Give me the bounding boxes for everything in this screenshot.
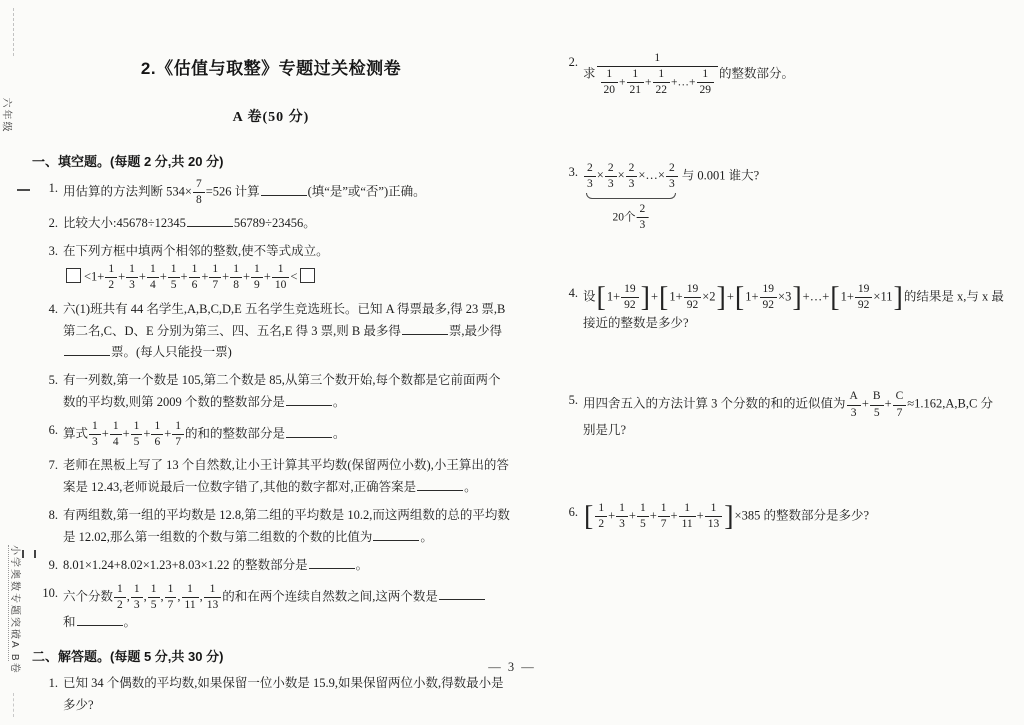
answer-blank [77,612,123,626]
problem-number: 3. [48,244,58,259]
underbrace-content: $\frac{2}{3}$ × $\frac{2}{3}$ × $\frac{2}{3}$ ×…× $\frac{2}{3}$ [583,168,679,182]
fraction: $\frac{1}{5}$ [131,420,143,449]
fill-in-blank-problem-list [32,178,510,634]
problem-number: 4. [48,301,58,316]
big-bracket: [ [659,282,669,314]
perforation-mark-bottom [13,693,14,717]
problem-item [32,583,510,634]
fraction: $\frac{1}{3}$ [89,420,101,449]
problem-number: 1. [48,676,58,691]
problem-text: 用四舍五入的方法计算 3 个分数的和的近似值为 $\frac{A}{3}$ + $\frac{B}{5}$ + $\frac{C}{7}$ ≈1.162,A,B,C 分别是几? [583,390,993,437]
big-bracket: ] [792,282,802,314]
problem-text: $\frac{2}{3}$ × $\frac{2}{3}$ × $\frac{2}{3}$ ×…× $\frac{2}{3}$ 20个 $\frac{2}{3}$ 与 0.001 谁大? [583,162,1004,199]
problem-text: 设[1+ $\frac{19}{92}$ ]+[1+ $\frac{19}{92}$ ×2]+[1+ $\frac{19}{92}$ ×3]+…+[1+ $\frac{19}{92}$ ×11]的结果是 x,与 x 最接近的整数是多少? [583,282,1004,330]
fraction: $\frac{1}{7}$ [172,420,184,449]
fraction: $\frac{1}{20}$ [601,68,619,97]
big-bracket: ] [893,282,903,314]
fraction: $\frac{19}{92}$ [684,283,702,312]
problem-item [32,213,510,235]
fraction: $\frac{1}{8}$ [230,263,242,292]
answer-box [66,268,81,283]
problem-item [552,502,1004,531]
perforation-mark-top [13,8,14,56]
problem-item [32,241,510,292]
problem-item [552,390,1004,441]
problem-text: [ $\frac{1}{2}$ + $\frac{1}{3}$ + $\frac{1}{5}$ + $\frac{1}{7}$ + $\frac{1}{11}$ + $\frac{1}{13}$ ]×385 的整数部分是多少? [584,500,870,532]
fraction: $\frac{1}{3}$ [131,583,143,612]
fraction: $\frac{1}{6}$ [151,420,163,449]
answer-blank [286,424,332,438]
fraction: 1 $\frac{1}{20}$ + $\frac{1}{21}$ + $\frac{1}{22}$ +…+ $\frac{1}{29}$ [597,52,718,98]
problem-number: 1. [48,181,58,195]
grade-label: 六年级 [0,97,12,134]
fraction: $\frac{1}{7}$ [209,263,221,292]
problem-number: 3. [568,164,578,179]
problem-text: 在下列方框中填两个相邻的整数,使不等式成立。 <1+ $\frac{1}{2}$ + $\frac{1}{3}$ + $\frac{1}{4}$ + $\frac{1}{5}$ + $\frac{1}{6}$ + $\frac{1}{7}$ + $\frac{1}{8}$ + $\frac{1}{9}$ + $\frac{1}{10}$ < [63,244,329,292]
problem-text: 已知 34 个偶数的平均数,如果保留一位小数是 15.9,如果保留两位小数,得数最小是多少? [63,676,504,712]
answer-blank [261,182,307,196]
fraction: $\frac{1}{5}$ [148,583,160,612]
problem-number: 10. [42,585,58,600]
problem-item [32,555,510,577]
problem-item [32,178,510,207]
big-bracket: [ [734,282,745,314]
fraction: $\frac{1}{5}$ [168,263,180,292]
problem-text: 算式 $\frac{1}{3}$ + $\frac{1}{4}$ + $\frac{1}{5}$ + $\frac{1}{6}$ + $\frac{1}{7}$ 的和的整数部分是 。 [63,420,346,449]
problem-number: 4. [568,286,578,301]
fraction: $\frac{1}{11}$ [182,583,199,612]
fraction: $\frac{C}{7}$ [893,390,907,419]
problem-item [552,161,1004,232]
problem-number: 6. [568,504,578,519]
big-bracket: ] [640,282,650,314]
problem-number: 7. [48,458,58,473]
problem-item [32,370,510,414]
big-bracket: [ [830,282,840,314]
answer-blank [402,321,448,335]
problem-number: 9. [48,557,58,572]
fraction: $\frac{2}{3}$ [636,203,648,232]
big-bracket: [ [596,282,606,314]
fraction: $\frac{7}{8}$ [193,178,205,207]
fraction: $\frac{1}{11}$ [679,502,696,531]
answer-blank [286,392,332,406]
big-bracket: [ [584,500,594,532]
problem-item [32,505,510,549]
solution-problem-list-left [32,673,510,717]
fraction: $\frac{2}{3}$ [584,162,596,191]
series-label: 小学奥数专题突破A B卷 [8,545,24,661]
problem-item [32,420,510,449]
big-bracket: ] [716,282,726,314]
fraction: $\frac{1}{5}$ [637,502,649,531]
fraction: $\frac{2}{3}$ [605,162,617,191]
fraction: $\frac{19}{92}$ [621,283,639,312]
solution-problem-list-right [552,52,1004,531]
fraction: $\frac{B}{5}$ [870,390,884,419]
section1-heading: 一、填空题。(每题 2 分,共 20 分) [32,154,224,169]
fraction: $\frac{1}{7}$ [658,502,670,531]
problem-text: 老师在黑板上写了 13 个自然数,让小王计算其平均数(保留两位小数),小王算出的答案是 12.43,老师说最后一位数字错了,其他的数字都对,正确答案是 。 [63,458,509,495]
fraction: $\frac{2}{3}$ [666,162,678,191]
problem-item [32,455,510,499]
problem-text: 8.01×1.24+8.02×1.23+8.03×1.22 的整数部分是 。 [63,555,510,577]
answer-blank [187,213,233,227]
fraction: $\frac{1}{22}$ [653,68,671,97]
exam-part-title: A 卷(50 分) [232,110,310,125]
fraction: $\frac{1}{10}$ [272,263,290,292]
section2-heading: 二、解答题。(每题 5 分,共 30 分) [32,649,224,665]
problem-text: 求 1 $\frac{1}{20}$ + $\frac{1}{21}$ + $\frac{1}{22}$ +…+ $\frac{1}{29}$ 的整数部分。 [583,52,795,97]
fraction: $\frac{1}{2}$ [114,583,126,612]
fold-mark [17,189,30,191]
problem-text: 六(1)班共有 44 名学生,A,B,C,D,E 五名学生竞选班长。已知 A 得票最多,得 23 票,B 第二名,C、D、E 分别为第三、四、五名,E 得 3 票,则 B 最多得 票,最少得票。(每人只能投一票) [63,301,506,360]
problem-item [552,283,1004,334]
answer-blank [64,342,110,356]
fraction: $\frac{19}{92}$ [760,283,778,312]
fraction: $\frac{1}{2}$ [105,263,117,292]
problem-text: 六个分数 $\frac{1}{2}$ , $\frac{1}{3}$ , $\frac{1}{5}$ , $\frac{1}{7}$ , $\frac{1}{11}$ , $\frac{1}{13}$ 的和在两个连续自然数之间,这两个数是 和 。 [63,583,510,634]
answer-blank [439,586,485,600]
fraction: $\frac{1}{7}$ [165,583,177,612]
fraction: $\frac{2}{3}$ [626,162,638,191]
fraction: $\frac{1}{21}$ [627,68,645,97]
problem-text: 有一列数,第一个数是 105,第二个数是 85,从第三个数开始,每个数都是它前面两个数的平均数,则第 2009 个数的整数部分是 。 [63,373,501,410]
page-number: — 3 — [488,660,536,674]
big-bracket: ] [724,500,734,532]
fraction: $\frac{1}{13}$ [204,583,222,612]
problem-number: 2. [48,216,58,231]
problem-item [32,673,510,717]
problem-item [32,299,510,365]
answer-blank [373,527,419,541]
fraction: $\frac{19}{92}$ [855,283,873,312]
answer-blank [309,555,355,569]
underbrace-label: 20个 $\frac{2}{3}$ [612,203,649,232]
problem-number: 5. [48,373,58,388]
right-column [552,52,1004,537]
fraction: $\frac{1}{3}$ [616,502,628,531]
fraction: $\frac{1}{4}$ [147,263,159,292]
fraction: $\frac{A}{3}$ [847,390,861,419]
fraction: $\frac{1}{3}$ [126,263,138,292]
problem-number: 6. [48,423,58,437]
fraction: $\frac{1}{13}$ [705,502,723,531]
fraction: $\frac{1}{29}$ [697,68,715,97]
fraction: $\frac{1}{6}$ [189,263,201,292]
problem-text: 有两组数,第一组的平均数是 12.8,第二组的平均数是 10.2,而这两组数的总的平均数是 12.02,那么第一组数的个数与第二组数的个数的比值为 。 [63,508,510,545]
problem-number: 8. [48,508,58,523]
answer-box [300,268,315,283]
problem-text: 用估算的方法判断 534× $\frac{7}{8}$ =526 计算 (填“是”或“否”)正确。 [63,178,426,207]
left-column [32,46,510,723]
problem-text: 比较大小:45678÷12345 56789÷23456。 [63,213,510,235]
problem-number: 5. [568,393,578,408]
underbrace [586,193,676,199]
fraction: $\frac{1}{9}$ [251,263,263,292]
page-title: 2.《估值与取整》专题过关检测卷 [140,59,402,78]
fraction: $\frac{1}{2}$ [595,502,607,531]
problem-number: 2. [568,55,578,69]
answer-blank [417,477,463,491]
fraction: $\frac{1}{4}$ [110,420,122,449]
problem-item [552,52,1004,98]
